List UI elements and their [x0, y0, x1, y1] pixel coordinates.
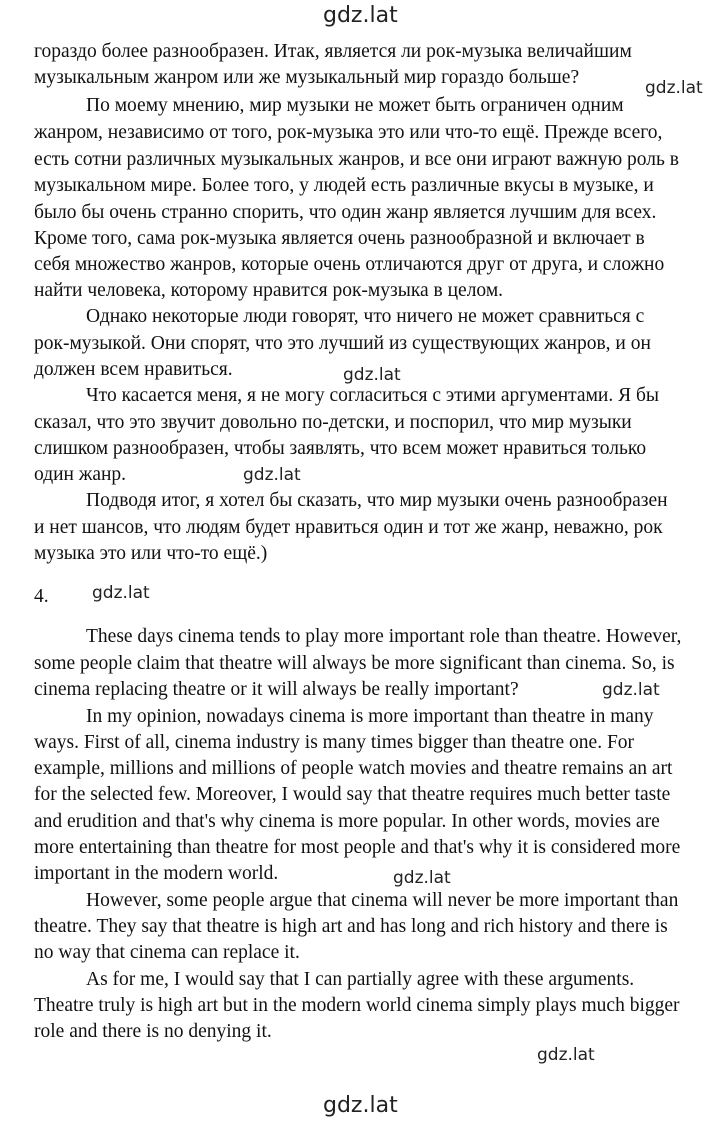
text-line: один жанр. — [34, 464, 127, 485]
watermark: gdz.lat — [243, 465, 301, 485]
watermark: gdz.lat — [645, 78, 703, 98]
text-line: найти человека, которому нравится рок-музыка в целом. — [34, 280, 504, 301]
text-line: for the selected few. Moreover, I would say that theatre requires much better taste — [34, 784, 671, 805]
text-line: more entertaining than theatre for most people and that's why it is considered more — [34, 837, 681, 858]
watermark: gdz.lat — [602, 680, 660, 700]
text-line: музыка это или что-то ещё.) — [34, 543, 268, 564]
text-line: and erudition and that's why cinema is more popular. In other words, movies are — [34, 811, 660, 832]
paragraph-start: In my opinion, nowadays cinema is more important than theatre in many — [86, 706, 654, 727]
watermark: gdz.lat — [393, 868, 451, 888]
text-line: Theatre truly is high art but in the modern world cinema simply plays much bigger — [34, 995, 680, 1016]
text-line: Кроме того, сама рок-музыка является очень разнообразной и включает в — [34, 228, 645, 249]
text-line: cinema replacing theatre or it will always be really important? — [34, 679, 519, 700]
text-line: и нет шансов, что людям будет нравиться один и тот же жанр, неважно, рок — [34, 517, 663, 538]
paragraph-start: Однако некоторые люди говорят, что ничего не может сравниться с — [86, 306, 645, 327]
paragraph-start: Подводя итог, я хотел бы сказать, что мир музыки очень разнообразен — [86, 490, 668, 511]
text-line: слишком разнообразен, чтобы заявлять, что всем может нравиться только — [34, 438, 647, 459]
text-line: музыкальном мире. Более того, у людей есть различные вкусы в музыке, и — [34, 175, 654, 196]
watermark: gdz.lat — [343, 365, 401, 385]
text-line: theatre. They say that theatre is high art and has long and rich history and there is — [34, 916, 668, 937]
text-line: гораздо более разнообразен. Итак, является ли рок-музыка величайшим — [34, 41, 632, 62]
text-line: example, millions and millions of people watch movies and theatre remains an art — [34, 758, 673, 779]
watermark-bottom: gdz.lat — [323, 1093, 398, 1118]
watermark: gdz.lat — [92, 583, 150, 603]
paragraph-start: However, some people argue that cinema will never be more important than — [86, 890, 679, 911]
paragraph-start: These days cinema tends to play more important role than theatre. However, — [86, 626, 682, 647]
text-line: жанром, независимо от того, рок-музыка это или что-то ещё. Прежде всего, — [34, 122, 663, 143]
section-number: 4. — [34, 586, 49, 607]
text-line: role and there is no denying it. — [34, 1021, 272, 1042]
text-line: ways. First of all, cinema industry is many times bigger than theatre one. For — [34, 732, 635, 753]
text-line: рок-музыкой. Они спорят, что это лучший из существующих жанров, и он — [34, 333, 651, 354]
paragraph-start: Что касается меня, я не могу согласиться с этими аргументами. Я бы — [86, 385, 660, 406]
text-line: есть сотни различных музыкальных жанров, и все они играют важную роль в — [34, 149, 679, 170]
text-line: было бы очень странно спорить, что один жанр является лучшим для всех. — [34, 202, 657, 223]
paragraph-start: As for me, I would say that I can partially agree with these arguments. — [86, 969, 635, 990]
text-line: important in the modern world. — [34, 863, 279, 884]
text-line: себя множество жанров, которые очень отличаются друг от друга, и сложно — [34, 254, 665, 275]
paragraph-start: По моему мнению, мир музыки не может быть ограничен одним — [86, 95, 624, 116]
text-line: some people claim that theatre will always be more significant than cinema. So, is — [34, 653, 675, 674]
text-line: должен всем нравиться. — [34, 359, 233, 380]
text-line: no way that cinema can replace it. — [34, 942, 300, 963]
watermark: gdz.lat — [537, 1045, 595, 1065]
text-line: сказал, что это звучит довольно по-детски, и поспорил, что мир музыки — [34, 412, 632, 433]
text-line: музыкальным жанром или же музыкальный мир гораздо больше? — [34, 67, 580, 88]
watermark-top: gdz.lat — [323, 3, 398, 28]
